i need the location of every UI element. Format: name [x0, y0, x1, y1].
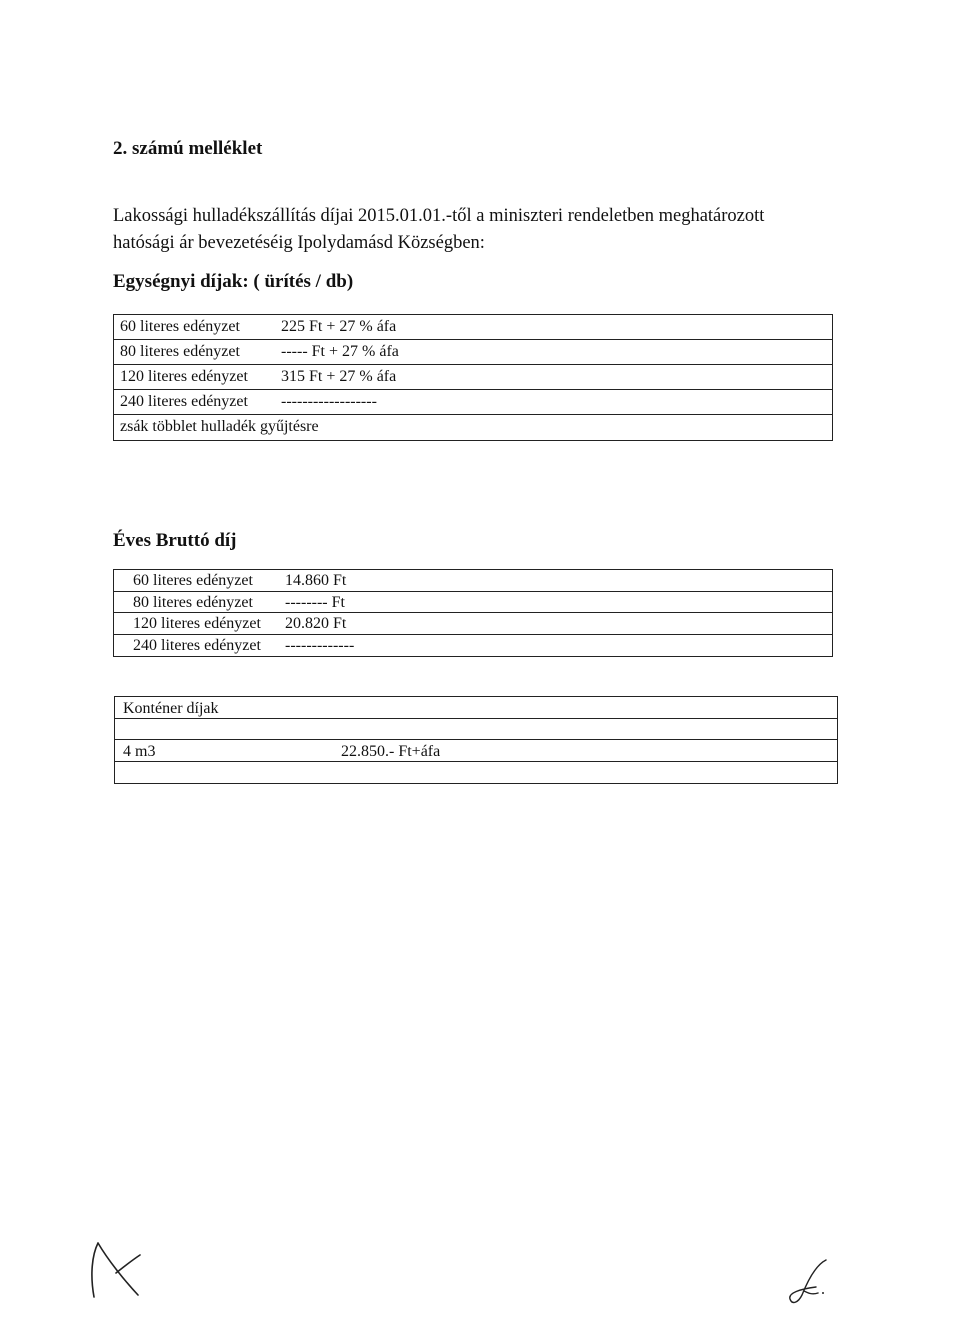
intro-paragraph [113, 203, 833, 257]
price-cell: 225 Ft + 27 % áfa [281, 318, 397, 335]
container-fees-table [114, 696, 838, 784]
table-row [115, 762, 837, 784]
price-cell: 315 Ft + 27 % áfa [281, 368, 397, 385]
price-cell: ------------- [285, 636, 355, 654]
table-row [114, 390, 832, 415]
price-cell: -------- Ft [285, 593, 345, 611]
container-size-cell: 80 literes edényzet [120, 343, 240, 360]
intro-line-2: hatósági ár bevezetéséig Ipolydamásd Községben: [113, 233, 485, 253]
container-size-cell: 120 literes edényzet [120, 368, 248, 385]
table-row [114, 613, 832, 635]
table-row [114, 592, 832, 614]
price-cell: 22.850.- Ft+áfa [341, 743, 441, 760]
container-size-cell: 240 literes edényzet [133, 636, 261, 654]
price-cell: 14.860 Ft [285, 572, 347, 589]
intro-line-1: Lakossági hulladékszállítás díjai 2015.01.01.-től a miniszteri rendeletben meghatározott [113, 206, 765, 226]
container-size-cell: 240 literes edényzet [120, 393, 248, 410]
container-fees-header: Konténer díjak [123, 700, 219, 717]
yearly-fees-title: Éves Bruttó díj [113, 530, 237, 551]
price-cell: ------------------ [281, 393, 377, 410]
container-size-cell: 60 literes edényzet [120, 318, 240, 335]
container-size-cell: 120 literes edényzet [133, 615, 261, 632]
table-row [115, 719, 837, 741]
handwritten-initial-right [786, 1255, 836, 1310]
handwritten-initial-left [86, 1235, 146, 1305]
container-size-cell: zsák többlet hulladék gyűjtésre [120, 418, 319, 435]
table-row [114, 415, 832, 440]
table-row [114, 570, 832, 592]
table-row [114, 340, 832, 365]
container-size-cell: 4 m3 [123, 743, 156, 760]
price-cell: 20.820 Ft [285, 615, 347, 632]
table-row [114, 635, 832, 657]
table-row [115, 740, 837, 762]
unit-fees-title: Egységnyi díjak: ( ürítés / db) [113, 271, 354, 292]
unit-fees-table [113, 314, 833, 441]
annex-heading: 2. számú melléklet [113, 138, 263, 159]
table-header-row [115, 697, 837, 719]
table-row [114, 365, 832, 390]
container-size-cell: 60 literes edényzet [133, 572, 253, 589]
price-cell: ----- Ft + 27 % áfa [281, 343, 399, 360]
table-row [114, 315, 832, 340]
yearly-fees-table [113, 569, 833, 657]
container-size-cell: 80 literes edényzet [133, 593, 253, 611]
